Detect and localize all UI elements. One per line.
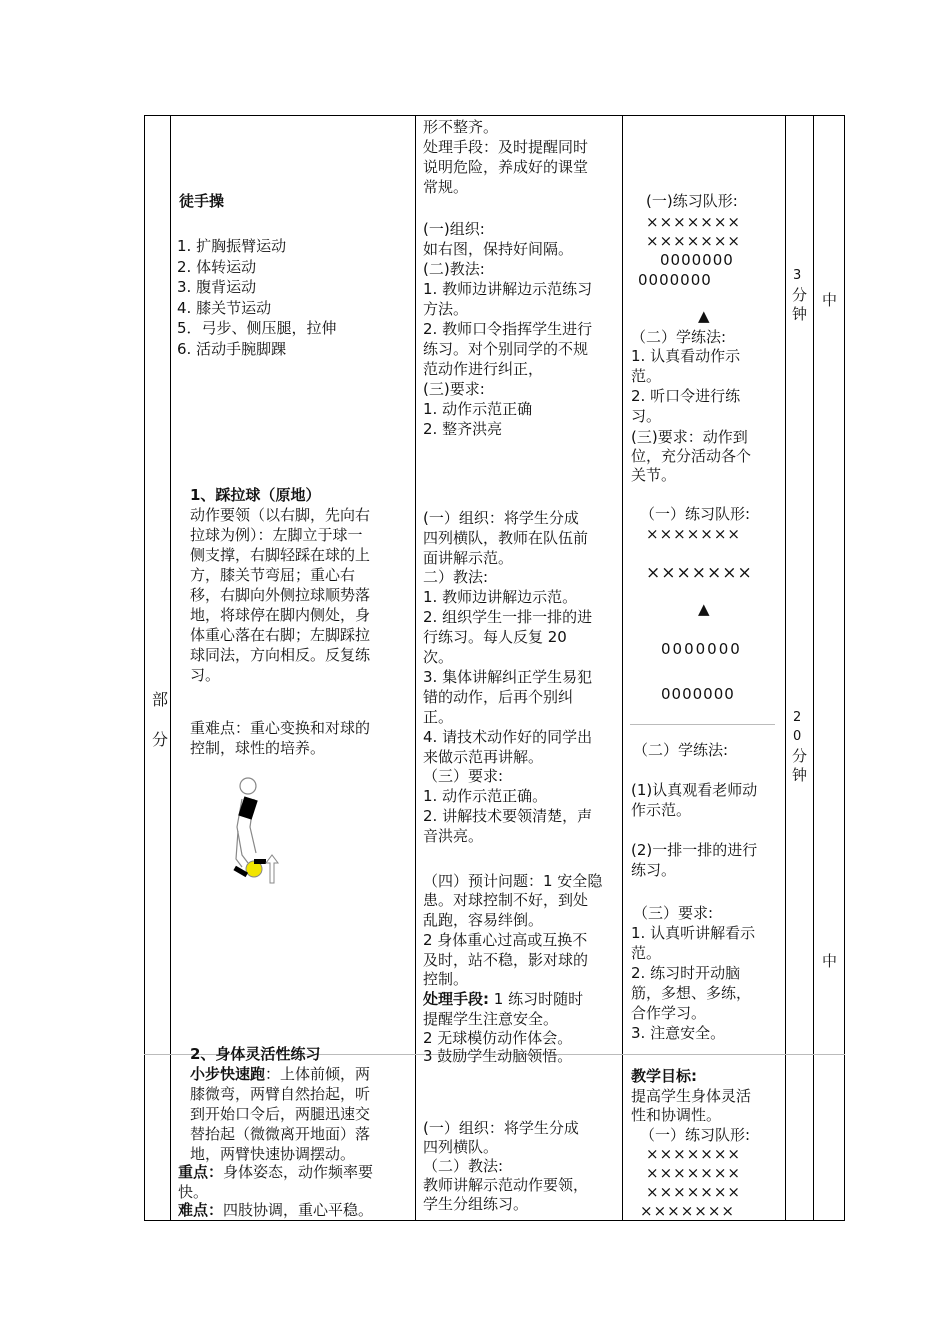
text-line: 位，充分活动各个: [631, 447, 752, 465]
text-line: 侧支撑，右脚轻踩在球的上: [190, 546, 371, 564]
formation-row: ×××××××: [646, 213, 741, 231]
intensity-label: 中: [822, 952, 838, 970]
arrow-up-icon: [266, 855, 278, 883]
text-line: 控制。: [423, 970, 469, 988]
text-line: 拉球为例）：左脚立于球一: [190, 526, 363, 544]
text-line: 膝微弯，两臂自然抬起，听: [190, 1085, 371, 1103]
text-line: 体重心落在右脚；左脚踩拉: [190, 626, 371, 644]
teacher-triangle-icon: ▲: [698, 307, 710, 325]
text-line: 2. 整齐洪亮: [423, 420, 503, 438]
list-item: 6. 活动手腕脚踝: [177, 340, 287, 358]
formation-row: ×××××××: [646, 232, 741, 250]
formation-title: （一）练习队形:: [640, 505, 751, 523]
text-line: (2)一排一排的进行: [631, 841, 758, 859]
table-border-left: [144, 115, 145, 1221]
text-line: 2 身体重心过高或互换不: [423, 931, 588, 949]
time-char: 分: [792, 286, 808, 304]
list-item: 5．弓步、侧压腿，拉伸: [177, 319, 337, 337]
text-line: 学生分组练习。: [423, 1195, 529, 1213]
table-border-right: [844, 115, 845, 1221]
text-line: 二）教法:: [423, 568, 489, 586]
run-text: ：上体前倾，两: [265, 1065, 371, 1083]
teacher-triangle-icon: ▲: [698, 600, 710, 618]
text-line: 方法。: [423, 300, 469, 318]
key-label: 重点：: [178, 1163, 224, 1181]
formation-row: ×××××××: [646, 525, 741, 543]
text-line: 1. 动作示范正确。: [423, 787, 548, 805]
text-line: 1. 教师边讲解边示范。: [423, 588, 578, 606]
text-line: 提高学生身体灵活: [631, 1087, 752, 1105]
text-line: 范。: [631, 944, 662, 962]
text-line: （二）教法:: [423, 1157, 504, 1175]
formation-title: （一）练习队形:: [640, 1126, 751, 1144]
text-line: 形不整齐。: [423, 118, 499, 136]
table-col-divider-4: [785, 115, 786, 1221]
table-border-top: [144, 115, 845, 116]
text-line: （二）学练法:: [633, 741, 729, 759]
text-line: 1. 认真听讲解看示: [631, 924, 756, 942]
head-shape: [240, 778, 256, 794]
text-line: (一）组织：将学生分成: [423, 509, 579, 527]
text-line: (三)要求:: [423, 380, 485, 398]
text-line: 提醒学生注意安全。: [423, 1010, 559, 1028]
formation-row: 0000000: [660, 251, 734, 269]
text-line: 2. 教师口令指挥学生进行: [423, 320, 593, 338]
text-line: 移，右脚向外侧拉球顺势落: [190, 586, 371, 604]
text-line: 关节。: [631, 466, 677, 484]
text-line: (三)要求：动作到: [631, 428, 748, 446]
text-line: 地，将球停在脚内侧处，身: [190, 606, 371, 624]
text-line: 患。对球控制不好，到处: [423, 891, 589, 909]
list-item: 1. 扩胸振臂运动: [177, 237, 287, 255]
text-line: 四列横队。: [423, 1138, 499, 1156]
key-text: 身体姿态，动作频率要: [223, 1163, 374, 1181]
intensity-label: 中: [822, 291, 838, 309]
text-line: 范动作进行纠正，: [423, 360, 544, 378]
text-line: (一)组织:: [423, 220, 485, 238]
text-line: 常规。: [423, 178, 469, 196]
text-line: （三）要求:: [633, 904, 714, 922]
formation-row: 0000000: [661, 685, 735, 703]
text-line: 四列横队，教师在队伍前: [423, 529, 589, 547]
text-line: 错的动作，后再个别纠: [423, 688, 574, 706]
text-line: （四）预计问题：1 安全隐: [423, 872, 603, 890]
formation-title: (一)练习队形:: [646, 192, 738, 210]
text-line: 性和协调性。: [631, 1106, 722, 1124]
text-line: （二）学练法:: [631, 328, 727, 346]
text-line: 及时，站不稳，影对球的: [423, 951, 589, 969]
time-char: 3: [793, 268, 802, 283]
text-line: 替抬起（微微离开地面）落: [190, 1125, 371, 1143]
player-ball-illustration: [228, 775, 288, 890]
text-line: 2 无球模仿动作体会。: [423, 1029, 573, 1047]
key-point-line: 控制，球性的培养。: [190, 739, 326, 757]
shoe-shape: [254, 859, 266, 864]
text-line: (1)认真观看老师动: [631, 781, 758, 799]
time-char: 钟: [792, 766, 808, 784]
time-char: 0: [793, 729, 802, 744]
list-item: 4. 膝关节运动: [177, 299, 272, 317]
table-col-divider-1: [170, 115, 171, 1221]
text-line: [190, 1064, 370, 1084]
text-line: 说明危险，养成好的课堂: [423, 158, 589, 176]
text-line: 方，膝关节弯屈；重心右: [190, 566, 356, 584]
arm-band: [238, 796, 257, 819]
text-line: 行练习。每人反复 20: [423, 628, 567, 646]
section-title: 徒手操: [179, 192, 225, 210]
time-char: 2: [793, 710, 802, 725]
text-line: (一）组织：将学生分成: [423, 1119, 579, 1137]
run-label: 小步快速跑: [190, 1065, 266, 1083]
text-line: 练习。对个别同学的不规: [423, 340, 589, 358]
difficulty-label: 难点：: [178, 1201, 224, 1219]
text-line: [423, 989, 583, 1009]
formation-row: 0000000: [661, 640, 742, 658]
text-line: 1. 认真看动作示: [631, 347, 741, 365]
list-item: 3. 腹背运动: [177, 278, 257, 296]
text-line: 到开始口令后，两腿迅速交: [190, 1105, 371, 1123]
handling-text: 1 练习时随时: [489, 990, 584, 1008]
text-line: 乱跑，容易绊倒。: [423, 911, 544, 929]
formation-row: ×××××××: [646, 1183, 741, 1201]
text-line: 3. 集体讲解纠正学生易犯: [423, 668, 593, 686]
text-line: 正。: [423, 708, 454, 726]
text-line: 筋，多想、多练，: [631, 984, 752, 1002]
difficulty-text: 四肢协调，重心平稳。: [223, 1201, 374, 1219]
formation-row: ×××××××: [646, 563, 753, 583]
text-line: 1. 动作示范正确: [423, 400, 533, 418]
text-line: 地，两臂快速协调摆动。: [190, 1145, 356, 1163]
key-point-line: [178, 1162, 373, 1182]
text-line: 1. 教师边讲解边示范练习: [423, 280, 593, 298]
difficulty-line: [178, 1200, 373, 1220]
text-line: 处理手段：及时提醒同时: [423, 138, 589, 156]
text-line: 4. 请技术动作好的同学出: [423, 728, 593, 746]
text-line: 范。: [631, 367, 662, 385]
text-line: 次。: [423, 648, 454, 666]
part-label-fen: 分: [152, 730, 169, 749]
text-line: 习。: [631, 407, 662, 425]
formation-divider: [630, 724, 775, 725]
text-line: 音洪亮。: [423, 827, 484, 845]
text-line: 动作要领（以右脚，先向右: [190, 506, 371, 524]
text-line: 2. 讲解技术要领清楚，声: [423, 807, 593, 825]
text-line: （三）要求:: [423, 767, 504, 785]
text-line: 3. 注意安全。: [631, 1024, 726, 1042]
table-border-bottom: [144, 1220, 845, 1221]
formation-row: ×××××××: [646, 1145, 741, 1163]
key-point-line: 重难点：重心变换和对球的: [190, 719, 371, 737]
text-line: 教师讲解示范动作要领，: [423, 1176, 589, 1194]
section-title: 1、踩拉球（原地）: [190, 486, 321, 504]
text-line: 球同法，方向相反。反复练: [190, 646, 371, 664]
key-point-line: 快。: [178, 1183, 209, 1201]
formation-row: 0000000: [638, 271, 712, 289]
time-char: 钟: [792, 305, 808, 323]
text-line: (二)教法:: [423, 260, 485, 278]
text-line: 3 鼓励学生动脑领悟。: [423, 1047, 573, 1065]
time-char: 分: [792, 747, 808, 765]
handling-label: 处理手段:: [423, 990, 489, 1008]
text-line: 来做示范再讲解。: [423, 748, 544, 766]
list-item: 2. 体转运动: [177, 258, 257, 276]
text-line: 作示范。: [631, 801, 692, 819]
table-col-divider-2: [415, 115, 416, 1221]
text-line: 2. 听口令进行练: [631, 387, 741, 405]
text-line: 2. 组织学生一排一排的进: [423, 608, 593, 626]
table-col-divider-5: [813, 115, 814, 1221]
text-line: 如右图，保持好间隔。: [423, 240, 574, 258]
part-label-bu: 部: [152, 690, 169, 709]
formation-row: ×××××××: [646, 1164, 741, 1182]
table-col-divider-3: [622, 115, 623, 1221]
section-title: 2、身体灵活性练习: [190, 1045, 321, 1063]
text-line: 习。: [190, 666, 221, 684]
text-line: 练习。: [631, 861, 677, 879]
text-line: 面讲解示范。: [423, 549, 514, 567]
text-line: 2. 练习时开动脑: [631, 964, 741, 982]
goal-label: 教学目标:: [631, 1067, 697, 1085]
text-line: 合作学习。: [631, 1004, 707, 1022]
formation-row: ×××××××: [640, 1202, 735, 1220]
